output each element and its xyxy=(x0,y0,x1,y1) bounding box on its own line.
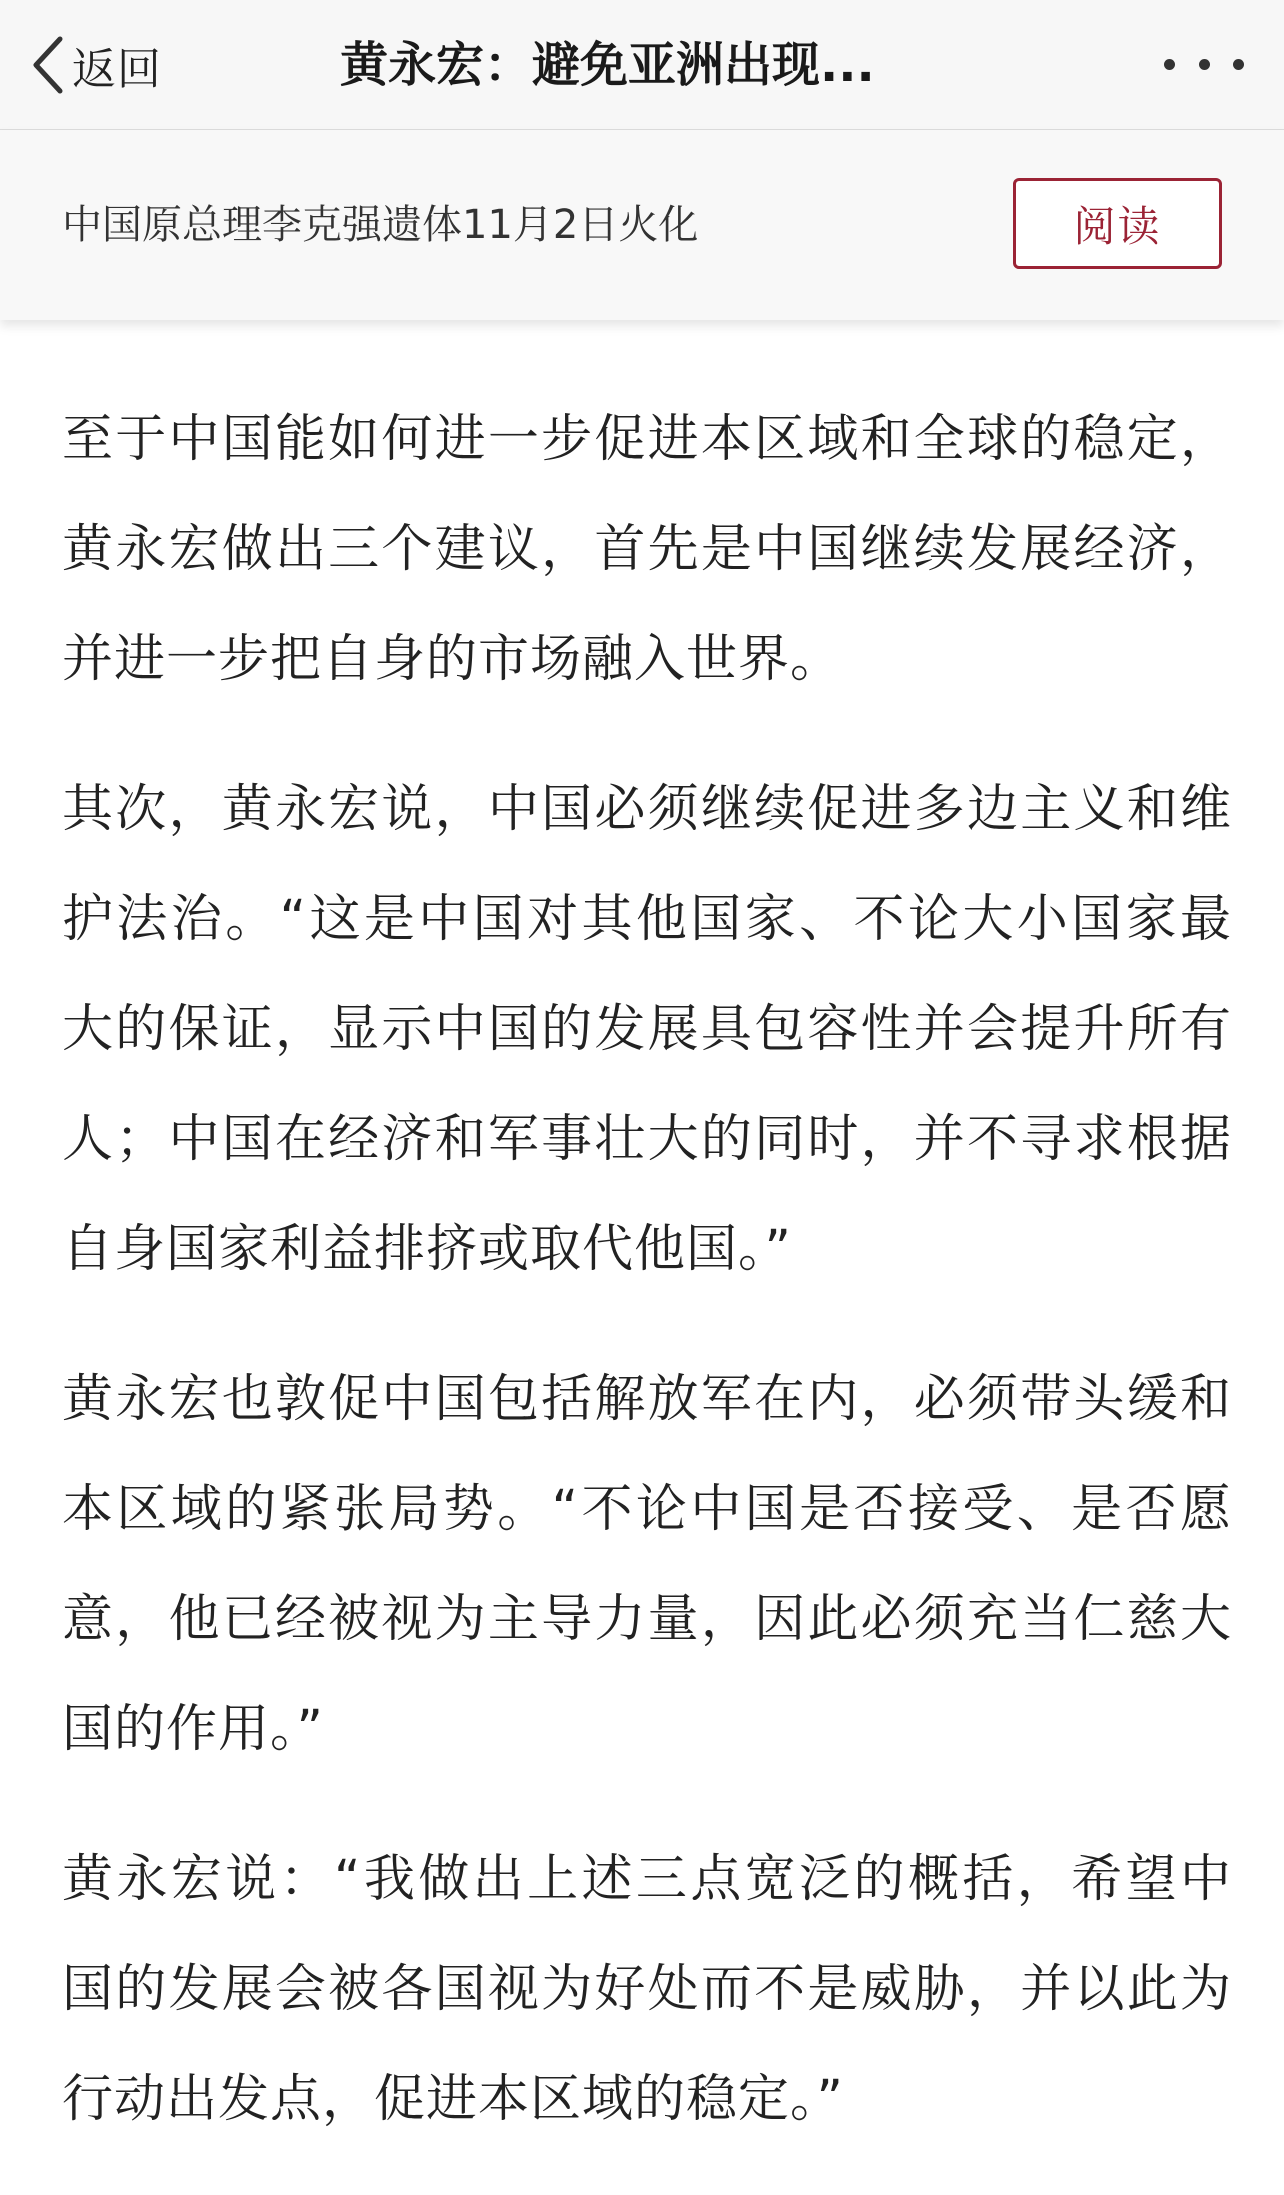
article-body xyxy=(62,385,1232,2195)
page-title: 黄永宏：避免亚洲出现... xyxy=(340,37,875,93)
article-paragraph: 黄永宏也敦促中国包括解放军在内，必须带头缓和本区域的紧张局势。“不论中国是否接受、是否愿意，他已经被视为主导力量，因此必须充当仁慈大国的作用。” xyxy=(62,1370,1232,1759)
more-horizontal-icon xyxy=(1199,59,1210,70)
more-horizontal-icon xyxy=(1233,59,1244,70)
more-button[interactable] xyxy=(1164,44,1244,84)
news-banner xyxy=(0,130,1284,320)
article-paragraph: 其次，黄永宏说，中国必须继续促进多边主义和维护法治。“这是中国对其他国家、不论大小国家最大的保证，显示中国的发展具包容性并会提升所有人；中国在经济和军事壮大的同时，并不寻求根据自身国家利益排挤或取代他国。” xyxy=(62,780,1232,1279)
more-horizontal-icon xyxy=(1164,59,1175,70)
chevron-left-icon xyxy=(30,35,66,95)
read-button[interactable]: 阅读 xyxy=(1013,178,1222,269)
article-paragraph: 至于中国能如何进一步促进本区域和全球的稳定，黄永宏做出三个建议，首先是中国继续发展经济，并进一步把自身的市场融入世界。 xyxy=(62,410,1232,689)
article-paragraph: 黄永宏说：“我做出上述三点宽泛的概括，希望中国的发展会被各国视为好处而不是威胁，并以此为行动出发点，促进本区域的稳定。” xyxy=(62,1850,1232,2129)
back-button[interactable] xyxy=(30,28,162,102)
banner-headline[interactable]: 中国原总理李克强遗体11月2日火化 xyxy=(62,202,699,248)
navigation-bar xyxy=(0,0,1284,130)
back-label: 返回 xyxy=(72,44,162,95)
